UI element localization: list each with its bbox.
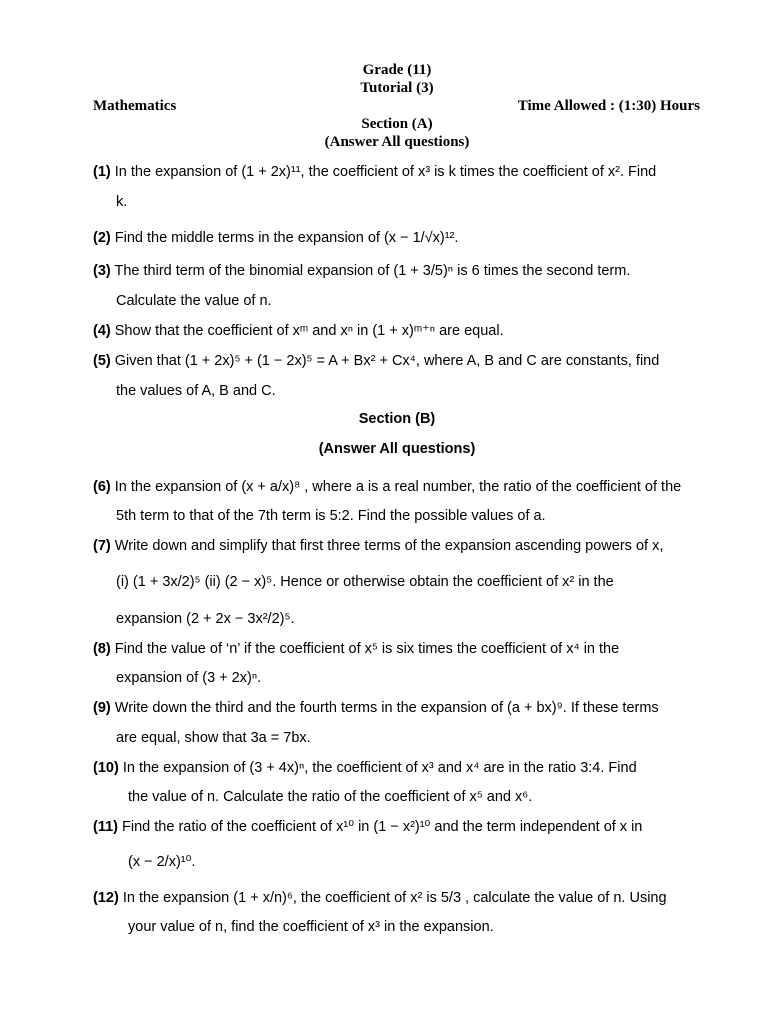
section-b-heading: Section (B) <box>358 411 436 427</box>
question-text: Find the middle terms in the expansion of (x − 1/√x)¹². <box>114 230 459 246</box>
question-4 <box>93 322 703 340</box>
question-3 <box>93 262 703 280</box>
question-text: Find the ratio of the coefficient of x¹⁰ in (1 − x²)¹⁰ and the term independent of x in <box>122 819 643 835</box>
section-b-instruction: (Answer All questions) <box>318 441 476 457</box>
question-number: (8) <box>93 641 111 657</box>
question-text: Find the value of ‘n’ if the coefficient of x⁵ is six times the coefficient of x⁴ in the <box>114 641 620 657</box>
question-text: Show that the coefficient of xᵐ and xⁿ in (1 + x)ᵐ⁺ⁿ are equal. <box>114 323 504 339</box>
question-1-line-2: k. <box>116 194 128 210</box>
question-9 <box>93 699 703 717</box>
question-number: (2) <box>93 230 111 246</box>
question-number: (1) <box>93 164 111 180</box>
question-10-line-2: the value of n. Calculate the ratio of the coefficient of x⁵ and x⁶. <box>128 789 533 805</box>
question-7-line-2: (i) (1 + 3x/2)⁵ (ii) (2 − x)⁵. Hence or otherwise obtain the coefficient of x² in the <box>116 574 614 590</box>
question-12-line-2: your value of n, find the coefficient of x³ in the expansion. <box>128 919 494 935</box>
question-number: (4) <box>93 323 111 339</box>
question-text: In the expansion of (x + a/x)⁸ , where a is a real number, the ratio of the coefficient of the <box>114 479 682 495</box>
question-11-line-2: (x − 2/x)¹⁰. <box>128 854 196 870</box>
question-text: Write down the third and the fourth terms in the expansion of (a + bx)⁹. If these terms <box>114 700 659 716</box>
question-number: (9) <box>93 700 111 716</box>
question-1 <box>93 163 703 181</box>
time-allowed: Time Allowed : (1:30) Hours <box>517 98 700 114</box>
question-6-line-2: 5th term to that of the 7th term is 5:2. Find the possible values of a. <box>116 508 546 524</box>
question-7 <box>93 537 703 555</box>
question-text: The third term of the binomial expansion of (1 + 3/5)ⁿ is 6 times the second term. <box>114 263 631 279</box>
tutorial-heading: Tutorial (3) <box>360 80 434 96</box>
question-number: (7) <box>93 538 111 554</box>
question-5-line-2: the values of A, B and C. <box>116 383 276 399</box>
question-number: (10) <box>93 760 119 776</box>
question-number: (11) <box>93 819 118 835</box>
section-a-heading: Section (A) <box>361 116 433 132</box>
question-text: Write down and simplify that first three terms of the expansion ascending powers of x, <box>114 538 664 554</box>
question-number: (3) <box>93 263 111 279</box>
question-7-line-3: expansion (2 + 2x − 3x²/2)⁵. <box>116 611 295 627</box>
question-2 <box>93 229 703 247</box>
question-12 <box>93 889 703 907</box>
question-number: (6) <box>93 479 111 495</box>
question-3-line-2: Calculate the value of n. <box>116 293 272 309</box>
question-number: (5) <box>93 353 111 369</box>
question-6 <box>93 478 703 496</box>
question-text: In the expansion of (1 + 2x)¹¹, the coefficient of x³ is k times the coefficient of x². Find <box>114 164 657 180</box>
subject-label: Mathematics <box>93 98 177 114</box>
question-10 <box>93 759 703 777</box>
question-text: In the expansion (1 + x/n)⁶, the coefficient of x² is 5/3 , calculate the value of n. Using <box>122 890 667 906</box>
grade-heading: Grade (11) <box>362 62 432 78</box>
question-text: Given that (1 + 2x)⁵ + (1 − 2x)⁵ = A + Bx² + Cx⁴, where A, B and C are constants, find <box>114 353 660 369</box>
section-a-instruction: (Answer All questions) <box>324 134 470 150</box>
question-number: (12) <box>93 890 119 906</box>
question-8 <box>93 640 703 658</box>
question-11 <box>93 818 703 836</box>
question-9-line-2: are equal, show that 3a = 7bx. <box>116 730 311 746</box>
question-8-line-2: expansion of (3 + 2x)ⁿ. <box>116 670 262 686</box>
question-5 <box>93 352 703 370</box>
question-text: In the expansion of (3 + 4x)ⁿ, the coefficient of x³ and x⁴ are in the ratio 3:4. Find <box>122 760 637 776</box>
